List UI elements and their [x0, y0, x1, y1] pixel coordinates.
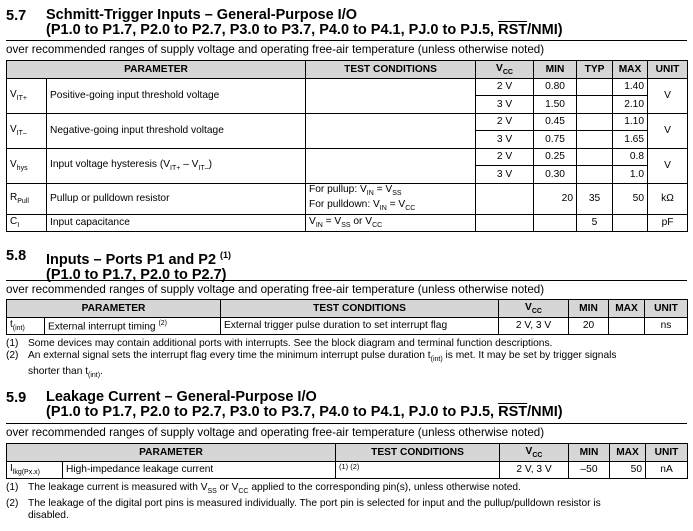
section-title-5-8 — [46, 248, 231, 283]
table-row — [7, 461, 688, 479]
table-row — [7, 183, 688, 214]
max-cell: 50 — [613, 183, 648, 214]
section-number-5-9: 5.9 — [6, 390, 27, 406]
table-row — [7, 214, 688, 232]
test-cell: (1) (2) — [336, 461, 500, 479]
section-rule — [6, 280, 687, 281]
section-title-line1: Leakage Current – General-Purpose I/O — [46, 389, 317, 405]
section-rule — [6, 40, 687, 41]
typ-cell — [577, 78, 613, 96]
section-title-line2: (P1.0 to P1.7, P2.0 to P2.7, P3.0 to P3.7, P4.0 to P4.1, PJ.0 to PJ.5, $\overline{RST}/NMI$) — [46, 22, 563, 38]
symbol-cell: $I_{lkg(Px.x)}$ — [7, 461, 63, 479]
schmitt-trigger-table — [6, 60, 688, 232]
test-cell: $V_{IN} = V_{SS}$ or $V_{CC}$ — [306, 214, 476, 232]
section-title-line1: Inputs – Ports P1 and P2 $^{(1)}$ — [46, 250, 232, 268]
vcc-cell — [476, 214, 534, 232]
header-vcc: $V_{CC}$ — [499, 300, 569, 318]
min-cell: 1.50 — [534, 96, 577, 114]
typ-cell: 5 — [577, 214, 613, 232]
vcc-cell: 3 V — [476, 96, 534, 114]
unit-cell: V — [648, 113, 688, 148]
header-typ: TYP — [577, 61, 613, 79]
typ-cell: 35 — [577, 183, 613, 214]
vcc-cell: 3 V — [476, 131, 534, 149]
vcc-cell: 2 V, 3 V — [499, 317, 569, 335]
header-unit: UNIT — [646, 444, 688, 462]
min-cell: 0.75 — [534, 131, 577, 149]
symbol-cell: $t_{(int)}$ — [7, 317, 45, 335]
max-cell: 1.40 — [613, 78, 648, 96]
min-cell: 0.30 — [534, 166, 577, 184]
section-number-5-8: 5.8 — [6, 248, 27, 264]
header-vcc: $V_{CC}$ — [476, 61, 534, 79]
max-cell: 0.8 — [613, 148, 648, 166]
header-min: MIN — [569, 444, 610, 462]
table-row — [7, 113, 688, 131]
test-cell — [306, 78, 476, 113]
unit-cell: kΩ — [648, 183, 688, 214]
header-parameter: PARAMETER — [7, 61, 306, 79]
section-title-line2: (P1.0 to P1.7, P2.0 to P2.7) — [46, 266, 227, 283]
footnotes-5-8 — [6, 338, 617, 382]
section-rule — [6, 423, 687, 424]
header-unit: UNIT — [645, 300, 688, 318]
typ-cell — [577, 148, 613, 166]
test-cell: For pullup: $V_{IN} = V_{SS}$ For pulldown: $V_{IN} = V_{CC}$ — [306, 183, 476, 214]
max-cell — [609, 317, 645, 335]
parameter-cell: Input voltage hysteresis $(V_{IT+} - V_{IT-})$ — [47, 148, 306, 183]
vcc-cell: 2 V — [476, 78, 534, 96]
typ-cell — [577, 96, 613, 114]
conditions-note: over recommended ranges of supply voltage and operating free-air temperature (unless otherwise noted) — [6, 283, 545, 296]
header-parameter: PARAMETER — [7, 300, 221, 318]
table-row — [7, 317, 688, 335]
test-cell — [306, 113, 476, 148]
max-cell: 50 — [610, 461, 646, 479]
header-test-conditions: TEST CONDITIONS — [221, 300, 499, 318]
vcc-cell — [476, 183, 534, 214]
unit-cell: nA — [646, 461, 688, 479]
parameter-cell: Negative-going input threshold voltage — [47, 113, 306, 148]
min-cell: 0.80 — [534, 78, 577, 96]
header-max: MAX — [613, 61, 648, 79]
table-row — [7, 148, 688, 166]
header-parameter: PARAMETER — [7, 444, 336, 462]
header-vcc: $V_{CC}$ — [500, 444, 569, 462]
footnote: (1) Some devices may contain additional ports with interrupts. See the block diagram and terminal function descriptions. — [6, 338, 553, 349]
unit-cell: V — [648, 78, 688, 113]
table-header-row — [7, 444, 688, 462]
max-cell — [613, 214, 648, 232]
conditions-note: over recommended ranges of supply voltage and operating free-air temperature (unless otherwise noted) — [6, 426, 545, 439]
header-test-conditions: TEST CONDITIONS — [336, 444, 500, 462]
parameter-cell: Pullup or pulldown resistor — [47, 183, 306, 214]
unit-cell: ns — [645, 317, 688, 335]
vcc-cell: 2 V — [476, 113, 534, 131]
parameter-cell: Positive-going input threshold voltage — [47, 78, 306, 113]
section-title-line2: (P1.0 to P1.7, P2.0 to P2.7, P3.0 to P3.7, P4.0 to P4.1, PJ.0 to PJ.5, $\overline{RST}/NMI$) — [46, 404, 563, 420]
vcc-cell: 2 V, 3 V — [500, 461, 569, 479]
typ-cell — [577, 113, 613, 131]
section-title-line1: Schmitt-Trigger Inputs – General-Purpose I/O — [46, 7, 357, 23]
header-min: MIN — [569, 300, 609, 318]
min-cell: 20 — [569, 317, 609, 335]
typ-cell — [577, 166, 613, 184]
footnote: (2) The leakage of the digital port pins is measured individually. The port pin is selected for input and the pullup/pulldown resistor is disabled. — [6, 498, 601, 522]
symbol-cell: $V_{hys}$ — [7, 148, 47, 183]
symbol-cell: $V_{IT-}$ — [7, 113, 47, 148]
leakage-current-table — [6, 443, 688, 479]
min-cell: –50 — [569, 461, 610, 479]
header-min: MIN — [534, 61, 577, 79]
parameter-cell: High-impedance leakage current — [63, 461, 336, 479]
section-number-5-7: 5.7 — [6, 8, 27, 24]
table-header-row — [7, 61, 688, 79]
min-cell — [534, 214, 577, 232]
max-cell: 1.0 — [613, 166, 648, 184]
header-max: MAX — [609, 300, 645, 318]
max-cell: 1.65 — [613, 131, 648, 149]
section-title-5-9 — [46, 390, 563, 420]
min-cell: 20 — [534, 183, 577, 214]
inputs-ports-table — [6, 299, 688, 335]
symbol-cell: $C_I$ — [7, 214, 47, 232]
vcc-cell: 2 V — [476, 148, 534, 166]
section-title-5-7 — [46, 8, 563, 38]
symbol-cell: $R_{Pull}$ — [7, 183, 47, 214]
conditions-note: over recommended ranges of supply voltage and operating free-air temperature (unless otherwise noted) — [6, 43, 545, 56]
unit-cell: pF — [648, 214, 688, 232]
unit-cell: V — [648, 148, 688, 183]
test-cell: External trigger pulse duration to set interrupt flag — [221, 317, 499, 335]
header-test-conditions: TEST CONDITIONS — [306, 61, 476, 79]
parameter-cell: External interrupt timing $^{(2)}$ — [45, 317, 221, 335]
test-cell — [306, 148, 476, 183]
symbol-cell: $V_{IT+}$ — [7, 78, 47, 113]
max-cell: 1.10 — [613, 113, 648, 131]
max-cell: 2.10 — [613, 96, 648, 114]
typ-cell — [577, 131, 613, 149]
table-header-row — [7, 300, 688, 318]
footnote: (1) The leakage current is measured with $V_{SS}$ or $V_{CC}$ applied to the corresponding pin(s), unless otherwise noted. — [6, 482, 521, 496]
footnote: (2) An external signal sets the interrupt flag every time the minimum interrupt pulse duration $t_{(int)}$ is met. It may be set by trigger signals shorter than $t_{(int)}$. — [6, 350, 617, 380]
min-cell: 0.45 — [534, 113, 577, 131]
header-unit: UNIT — [648, 61, 688, 79]
parameter-cell: Input capacitance — [47, 214, 306, 232]
min-cell: 0.25 — [534, 148, 577, 166]
vcc-cell: 3 V — [476, 166, 534, 184]
footnotes-5-9 — [6, 482, 601, 522]
header-max: MAX — [610, 444, 646, 462]
table-row — [7, 78, 688, 96]
